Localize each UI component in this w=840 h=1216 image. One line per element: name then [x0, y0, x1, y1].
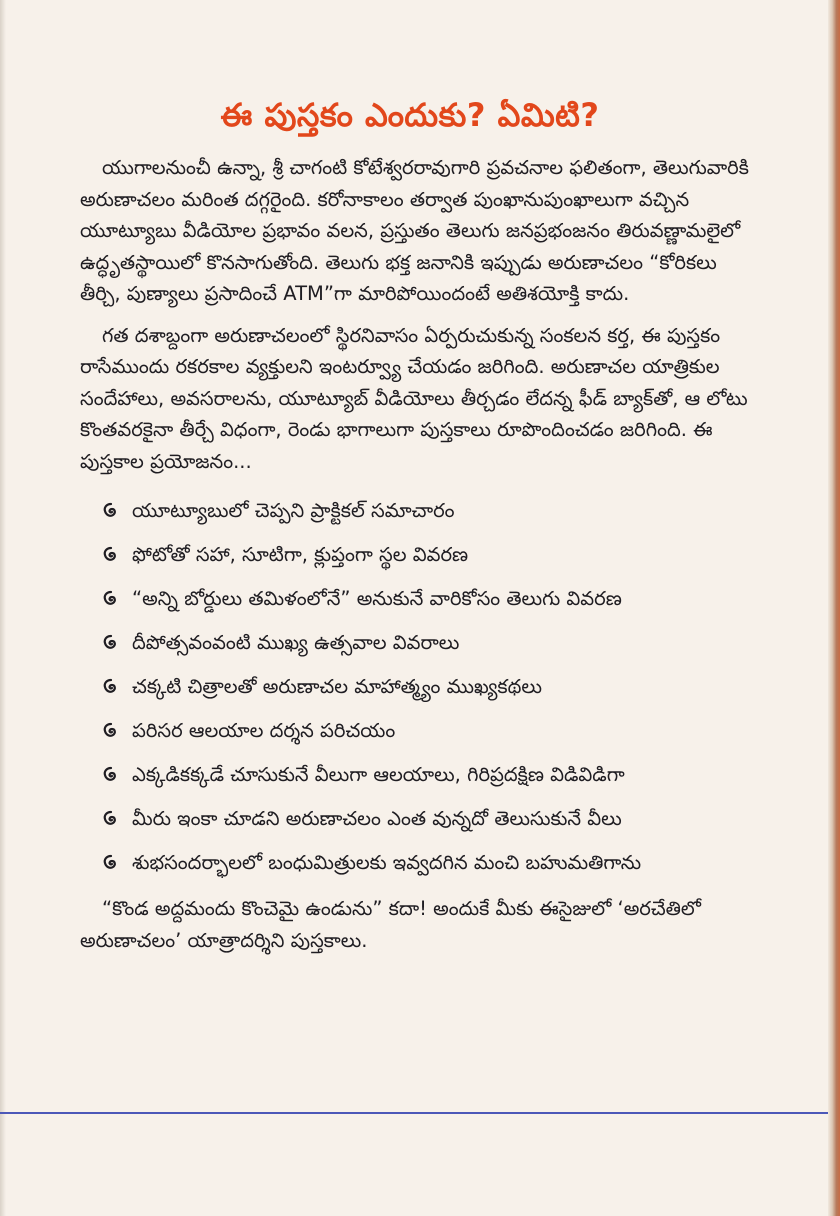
swirl-bullet-icon: [102, 854, 120, 872]
list-item: [102, 665, 760, 709]
list-item-text: పరిసర ఆలయాల దర్శన పరిచయం: [132, 719, 396, 743]
swirl-bullet-icon: [102, 766, 120, 784]
body-text: [80, 152, 760, 956]
swirl-bullet-icon: [102, 590, 120, 608]
list-item: [102, 489, 760, 533]
list-item-text: యూట్యూబులో చెప్పని ప్రాక్టికల్ సమాచారం: [132, 499, 455, 523]
list-item: [102, 709, 760, 753]
swirl-bullet-icon: [102, 634, 120, 652]
list-item: [102, 797, 760, 841]
list-item-text: చక్కటి చిత్రాలతో అరుణాచల మాహాత్మ్యం ముఖ్యకథలు: [132, 675, 542, 699]
paragraph-intro: యుగాలనుంచీ ఉన్నా, శ్రీ చాగంటి కోటేశ్వరరావుగారి ప్రవచనాల ఫలితంగా, తెలుగువారికి అరుణాచలం మరింత దగ్గరైంది. కరోనాకాలం తర్వాత పుంఖానుపుంఖాలుగా వచ్చిన యూట్యూబు వీడియోల ప్రభావం వలన, ప్రస్తుతం తెలుగు జనప్రభంజనం తిరువణ్ణామలైలో ఉద్ధృతస్థాయిలో కొనసాగుతోంది. తెలుగు భక్త జనానికి ఇప్పుడు అరుణాచలం “కోరికలు తీర్చి, పుణ్యాలు ప్రసాదించే ATM”గా మారిపోయిందంటే అతిశయోక్తి కాదు.: [80, 156, 749, 305]
swirl-bullet-icon: [102, 502, 120, 520]
swirl-bullet-icon: [102, 722, 120, 740]
footer-rule: [0, 1112, 828, 1114]
list-item: [102, 841, 760, 885]
page-title: ఈ పుస్తకం ఎందుకు? ఏమిటి?: [220, 96, 600, 134]
paragraph-closing: “కొండ అద్దమందు కొంచెమై ఉండును” కదా! అందుకే మీకు ఈసైజులో ‘అరచేతిలో అరుణాచలం’ యాత్రాదర్శిని పుస్తకాలు.: [80, 897, 701, 952]
list-item-text: శుభసందర్భాలలో బంధుమిత్రులకు ఇవ్వదగిన మంచి బహుమతిగాను: [132, 851, 642, 875]
list-item: [102, 621, 760, 665]
swirl-bullet-icon: [102, 546, 120, 564]
list-item-text: ఎక్కడికక్కడే చూసుకునే వీలుగా ఆలయాలు, గిరిప్రదక్షిణ విడివిడిగా: [132, 763, 625, 787]
swirl-bullet-icon: [102, 678, 120, 696]
list-item-text: ఫోటోతో సహా, సూటిగా, క్లుప్తంగా స్థల వివరణ: [132, 543, 469, 567]
list-item: [102, 533, 760, 577]
list-item-text: దీపోత్సవంవంటి ముఖ్య ఉత్సవాల వివరాలు: [132, 631, 460, 655]
list-item: [102, 577, 760, 621]
paragraph-purpose: గత దశాబ్దంగా అరుణాచలంలో స్థిరనివాసం ఏర్పరుచుకున్న సంకలన కర్త, ఈ పుస్తకం రాసేముందు రకరకాల వ్యక్తులని ఇంటర్వ్యూ చేయడం జరిగింది. అరుణాచల యాత్రికుల సందేహాలు, అవసరాలను, యూట్యూబ్ వీడియోలు తీర్చడం లేదన్న ఫీడ్ బ్యాక్‌తో, ఆ లోటు కొంతవరకైనా తీర్చే విధంగా, రెండు భాగాలుగా పుస్తకాలు రూపొందించడం జరిగింది. ఈ పుస్తకాల ప్రయోజనం...: [80, 323, 748, 473]
swirl-bullet-icon: [102, 810, 120, 828]
list-item-text: మీరు ఇంకా చూడని అరుణాచలం ఎంత వున్నదో తెలుసుకునే వీలు: [132, 807, 622, 831]
benefits-list: [80, 489, 760, 885]
list-item-text: “అన్ని బోర్డులు తమిళంలోనే” అనుకునే వారికోసం తెలుగు వివరణ: [132, 587, 622, 611]
book-spine-edge: [828, 0, 840, 1216]
list-item: [102, 753, 760, 797]
